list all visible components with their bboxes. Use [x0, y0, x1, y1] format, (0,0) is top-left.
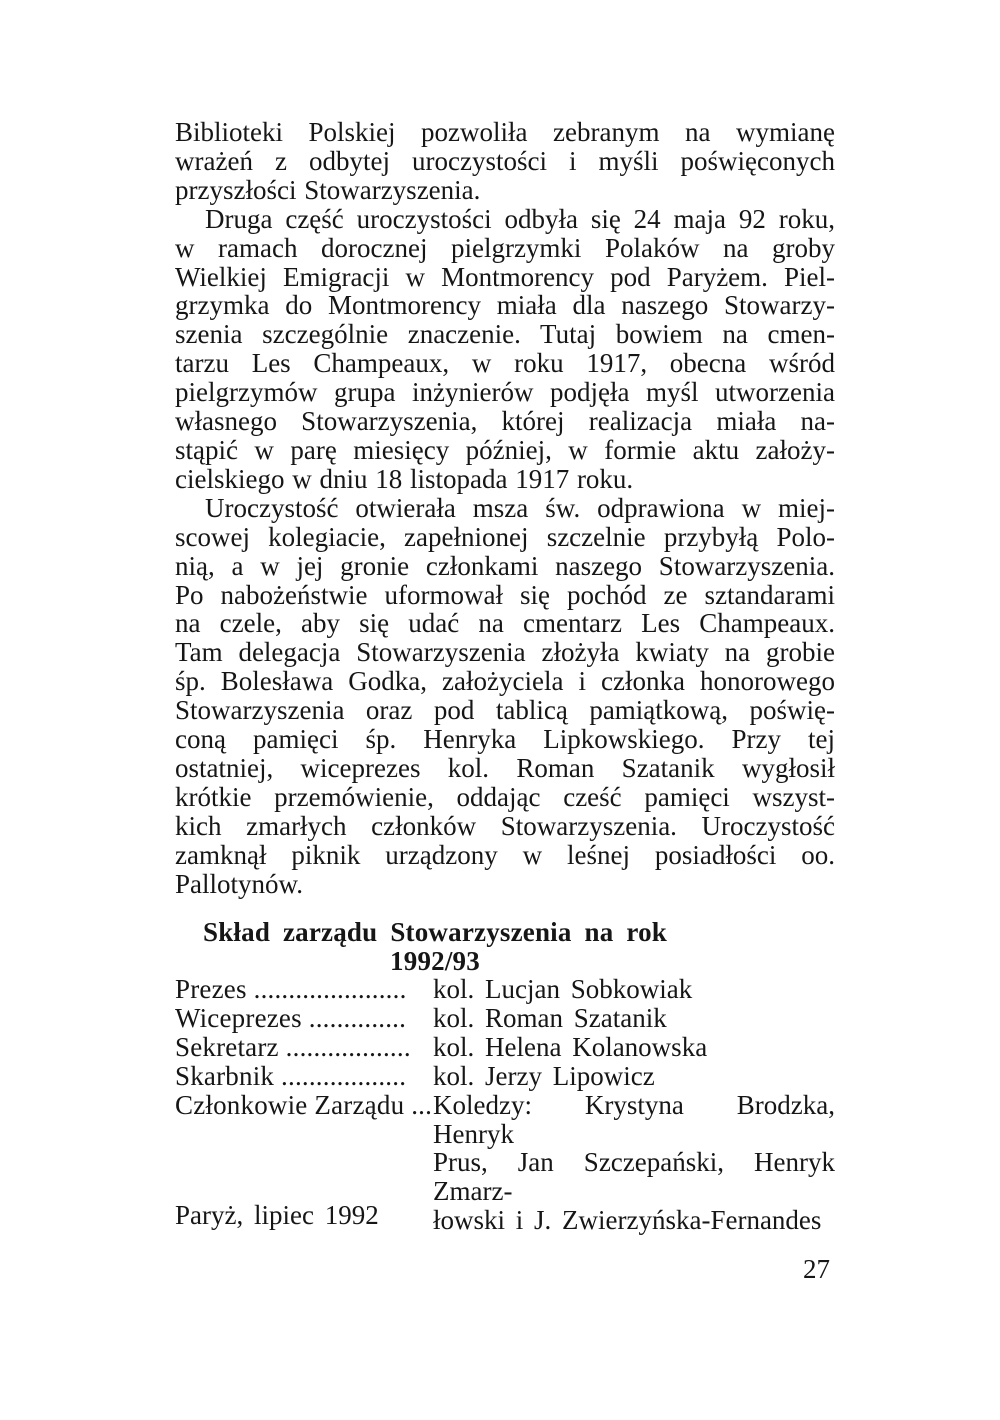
board-row-label: Skarbnik .................. — [175, 1060, 407, 1091]
body-line: szenia szczególnie znaczenie. Tutaj bowiem na cmen- — [175, 319, 835, 350]
board-row-label: Prezes ...................... — [175, 974, 407, 1004]
body-line: kich zmarłych członków Stowarzyszenia. Uroczystość — [175, 810, 835, 841]
board-value-line: Prus, Jan Szczepański, Henryk Zmarz- — [433, 1147, 835, 1207]
body-line: na czele, aby się udać na cmentarz Les Champeaux. — [175, 608, 835, 639]
board-row-value: kol. Lucjan Sobkowiak — [433, 974, 693, 1004]
body-line: zamknął piknik urządzony w leśnej posiadłości oo. — [175, 839, 835, 870]
board-row-label: Wiceprezes .............. — [175, 1002, 407, 1033]
body-line: Biblioteki Polskiej pozwoliła zebranym na wymianę — [175, 117, 835, 147]
board-list — [175, 975, 835, 1235]
body-line: Stowarzyszenia oraz pod tablicą pamiątkową, poświę- — [175, 695, 835, 726]
body-line: pielgrzymów grupa inżynierów podjęła myśl utworzenia — [175, 377, 835, 408]
body-line: własnego Stowarzyszenia, której realizacja miała na- — [175, 406, 835, 437]
board-row — [175, 1033, 835, 1062]
body-line: stąpić w parę miesięcy później, w formie aktu założy- — [175, 434, 835, 465]
body-line: Uroczystość otwierała msza św. odprawiona w miej- — [205, 492, 835, 523]
body-line: tarzu Les Champeaux, w roku 1917, obecna wśród — [175, 348, 835, 379]
body-line: Wielkiej Emigracji w Montmorency pod Paryżem. Piel- — [175, 261, 835, 292]
body-line: Tam delegacja Stowarzyszenia złożyła kwiaty na grobie — [175, 637, 835, 668]
body-line: scowej kolegiacie, zapełnionej szczelnie przybyłą Polo- — [175, 521, 835, 552]
body-line: Po nabożeństwie uformował się pochód ze sztandarami — [175, 579, 835, 610]
board-row-value — [433, 1091, 835, 1236]
board-value-line: łowski i J. Zwierzyńska-Fernandes — [433, 1205, 822, 1236]
body-line: przyszłości Stowarzyszenia. — [175, 174, 481, 205]
body-line: Druga część uroczystości odbyła się 24 maja 92 roku, — [205, 203, 835, 234]
body-line: Pallotynów. — [175, 868, 303, 899]
board-row-value: kol. Helena Kolanowska — [433, 1031, 708, 1062]
board-row-label: Członkowie Zarządu ... — [175, 1089, 433, 1120]
board-row-value: kol. Roman Szatanik — [433, 1002, 667, 1033]
body-line: wrażeń z odbytej uroczystości i myśli poświęconych — [175, 145, 835, 176]
body-text — [175, 118, 835, 898]
dateline: Paryż, lipiec 1992 — [175, 1200, 379, 1230]
page-number: 27 — [803, 1254, 830, 1284]
board-value-line: Koledzy: Krystyna Brodzka, Henryk — [433, 1089, 835, 1149]
body-line: nią, a w jej gronie członkami naszego Stowarzyszenia. — [175, 550, 835, 581]
board-row-label: Sekretarz .................. — [175, 1031, 411, 1062]
body-line: cielskiego w dniu 18 listopada 1917 roku. — [175, 463, 634, 494]
body-line: coną pamięci śp. Henryka Lipkowskiego. Przy tej — [175, 724, 835, 755]
board-row — [175, 1062, 835, 1091]
section-heading: Skład zarządu Stowarzyszenia na rok 1992/93 — [202, 917, 668, 976]
body-line: ostatniej, wiceprezes kol. Roman Szatanik wygłosił — [175, 752, 835, 783]
board-row — [175, 1004, 835, 1033]
body-line: krótkie przemówienie, oddając cześć pamięci wszyst- — [175, 781, 835, 812]
body-line: śp. Bolesława Godka, założyciela i członka honorowego — [175, 666, 835, 697]
body-line: w ramach dorocznej pielgrzymki Polaków na groby — [175, 232, 835, 263]
body-line: grzymka do Montmorency miała dla naszego Stowarzy- — [175, 290, 835, 321]
board-row — [175, 975, 835, 1004]
board-row-value: kol. Jerzy Lipowicz — [433, 1060, 655, 1091]
